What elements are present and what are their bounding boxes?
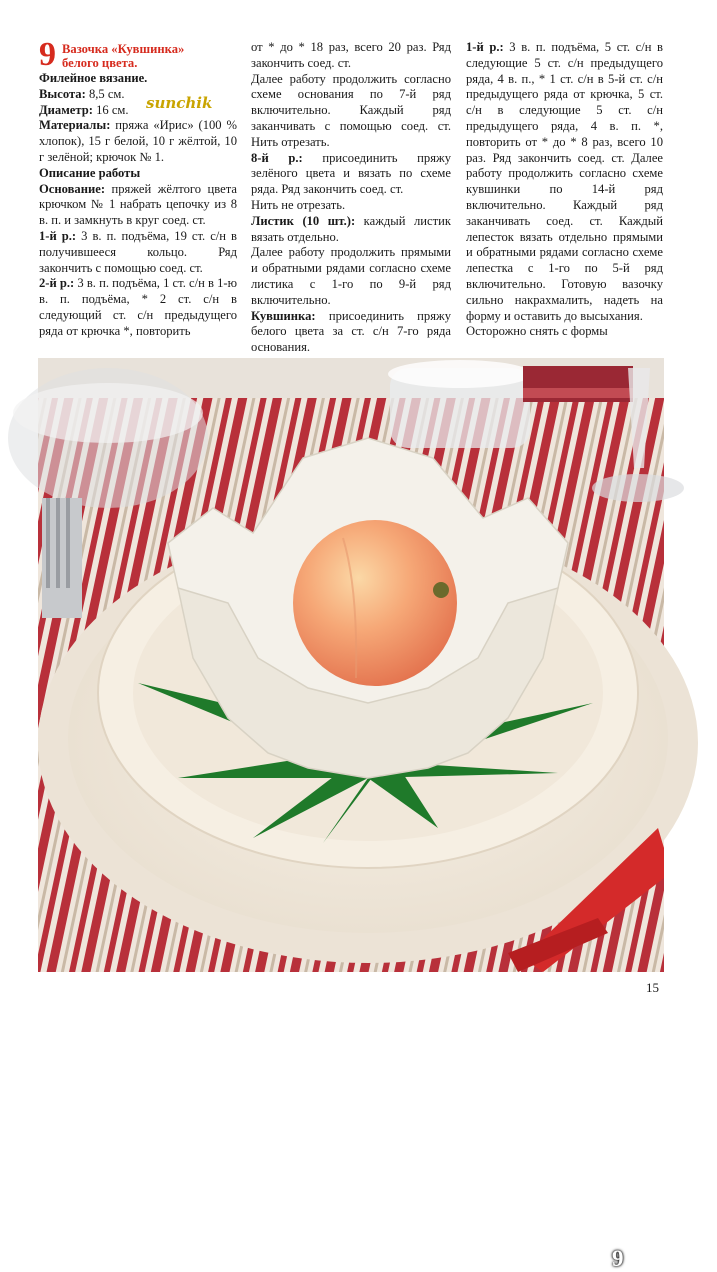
row-8-instructions: 8-й р.: присоединить пряжу зелёного цвета и вязать по схеме ряда. Ряд закончить соед. ст. bbox=[251, 150, 451, 197]
photo-label: 9 bbox=[612, 1246, 624, 1271]
leaf-continue: Далее работу продолжить прямыми и обратными рядами согласно схеме листика с 1-го по 9-й ряд включительно. bbox=[251, 245, 451, 307]
lily-instructions: Кувшинка: присоединить пряжу белого цвета за ст. с/н 7-го ряда основания. bbox=[251, 308, 451, 355]
glass-right-icon bbox=[388, 360, 532, 448]
diameter-line: Диаметр: 16 см. bbox=[39, 102, 129, 117]
project-title bbox=[62, 40, 184, 70]
leaf-instructions: Листик (10 шт.): каждый листик вязать отдельно. bbox=[251, 213, 451, 244]
project-number: 9 bbox=[39, 36, 56, 73]
row-2-instructions: 2-й р.: 3 в. п. подъёма, 1 ст. с/н в 1-ю в. п. подъёма, * 2 ст. с/н в следующий ст. с/н предыдущего ряда от крючка *, повторить bbox=[39, 276, 237, 338]
project-header bbox=[39, 36, 237, 73]
column-3 bbox=[466, 40, 663, 340]
thread-note: Нить не отрезать. bbox=[251, 197, 346, 212]
height-line: Высота: 8,5 см. bbox=[39, 86, 125, 101]
row-2-continued: от * до * 18 раз, всего 20 раз. Ряд закончить соед. ст. bbox=[251, 40, 451, 70]
photo-illustration bbox=[38, 358, 664, 972]
materials: Материалы: пряжа «Ирис» (100 % хлопок), 15 г белой, 10 г жёлтой, 10 г зелёной; крючок № 1. bbox=[39, 118, 237, 164]
title-line-1: Вазочка «Кувшинка» bbox=[62, 42, 185, 56]
technique: Филейное вязание. bbox=[39, 71, 148, 85]
row-1-instructions: 1-й р.: 3 в. п. подъёма, 19 ст. с/н в получившееся кольцо. Ряд закончить с помощью соед. ст. bbox=[39, 228, 238, 275]
final-note: Осторожно снять с формы bbox=[466, 324, 608, 339]
lily-row-1-instructions: 1-й р.: 3 в. п. подъёма, 5 ст. с/н в следующие 5 ст. с/н предыдущего ряда, 4 в. п., * 1 ст. с/н в 5-й ст. с/н предыдущего ряда от крючка, 5 ст. с/н в следующие 5 ст. с/н предыдущего ряда, 4 в. п. *, повторить от * до * 8 раз, всего 10 раз. Ряд закончить соед. ст. Далее работу продолжить согласно схеме кувшинки по 14-й ряд включительно. Каждый ряд заканчивать соед. ст. Каждый лепесток вязать отдельно прямыми и обратными рядами согласно схеме лепестка с 1-го по 5-й ряд включительно. Готовую вазочку сильно накрахмалить, надеть на форму и оставить до высыхания. bbox=[466, 40, 663, 323]
column-1 bbox=[39, 36, 238, 340]
base-continue: Далее работу продолжить согласно схеме основания по 7-й ряд включительно. Каждый ряд заканчивать с помощью соед. ст. Нить отрезать. bbox=[251, 71, 451, 149]
description-heading: Описание работы bbox=[39, 165, 141, 180]
title-line-2: белого цвета. bbox=[62, 56, 138, 70]
glass-left-icon bbox=[8, 368, 208, 508]
watermark: sunchik bbox=[146, 94, 213, 112]
fork-icon bbox=[42, 498, 82, 618]
page-number: 15 bbox=[646, 980, 659, 995]
peach-icon bbox=[293, 520, 457, 686]
column-2 bbox=[251, 40, 451, 356]
napkin-icon bbox=[523, 366, 633, 402]
base-instructions: Основание: пряжей жёлтого цвета крючком № 1 набрать цепочку из 8 в. п. и замкнуть в круг соед. ст. bbox=[39, 181, 237, 228]
